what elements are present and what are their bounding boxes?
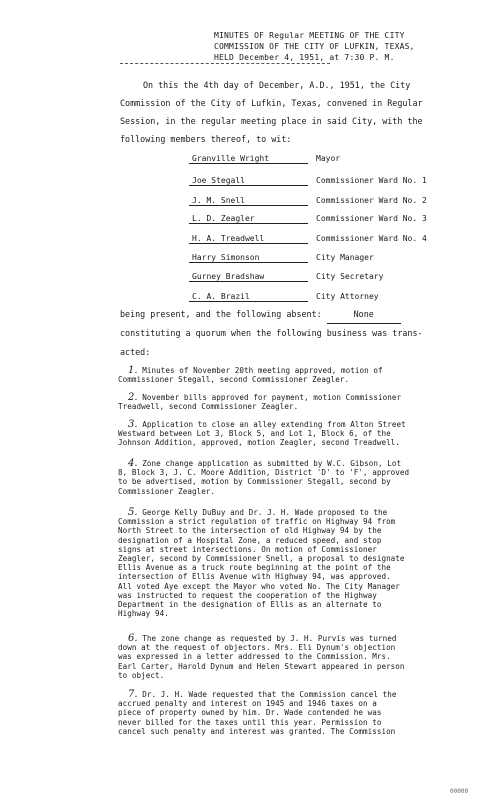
item-line: North Street to the intersection of old Highway 94 by the	[118, 526, 382, 536]
item-line: to be advertised, motion by Commissioner Stegall, second by	[118, 477, 391, 487]
item-line: All voted Aye except the Mayor who voted No. The City Manager	[118, 581, 400, 591]
member-row	[0, 196, 491, 209]
member-row	[0, 292, 491, 305]
member-title: City Secretary	[316, 272, 384, 281]
intro-line-3: Session, in the regular meeting place in said City, with the	[120, 116, 423, 126]
item-line: Minutes of November 20th meeting approved, motion of	[142, 366, 383, 375]
item-line: George Kelly DuBuy and Dr. J. H. Wade proposed to the	[142, 508, 388, 517]
member-name: H. A. Treadwell	[189, 234, 308, 244]
absent-prefix: being present, and the following absent:	[120, 309, 322, 319]
member-row	[0, 253, 491, 266]
minutes-item	[118, 634, 478, 680]
member-title: City Manager	[316, 253, 374, 262]
member-row	[0, 176, 491, 189]
minutes-item	[118, 690, 478, 736]
member-name: Gurney Bradshaw	[189, 272, 308, 282]
item-line: intersection of Ellis Avenue with Highway 94, was approved.	[118, 572, 391, 582]
item-line: to object.	[118, 670, 165, 680]
item-number: 5.	[128, 507, 138, 518]
item-line: Commissioner Stegall, second Commissioner Zeagler.	[118, 375, 350, 385]
item-line: Commission a strict regulation of traffic on Highway 94 from	[118, 517, 396, 527]
minutes-item	[118, 420, 478, 448]
page-stamp: 00000	[450, 788, 469, 795]
item-line: Commissioner Zeagler.	[118, 486, 216, 496]
member-row	[0, 214, 491, 227]
minutes-item	[118, 366, 478, 384]
item-line: Earl Carter, Harold Dynum and Helen Stewart appeared in person	[118, 661, 405, 671]
quorum-line-2: acted:	[120, 347, 151, 357]
member-name: Joe Stegall	[189, 176, 308, 186]
item-line: 8, Block 3, J. C. Moore Addition, District 'D' to 'F', approved	[118, 468, 410, 478]
quorum-line-1: constituting a quorum when the following business was trans-	[120, 328, 423, 338]
member-row	[0, 272, 491, 285]
minutes-item	[118, 459, 478, 496]
member-row	[0, 154, 491, 167]
member-name: C. A. Brazil	[189, 292, 308, 302]
item-line: Highway 94.	[118, 609, 169, 619]
item-number: 2.	[128, 392, 138, 403]
member-name: Granville Wright	[189, 154, 308, 164]
item-line: Zone change application as submitted by W.C. Gibson, Lot	[142, 459, 402, 468]
item-number: 6.	[128, 633, 138, 644]
intro-line-1: On this the 4th day of December, A.D., 1951, the City	[143, 80, 411, 90]
item-line: accrued penalty and interest on 1945 and 1946 taxes on a	[118, 699, 377, 709]
intro-line-4: following members thereof, to wit:	[120, 134, 292, 144]
absent-line	[120, 306, 401, 324]
header-line-1: MINUTES OF Regular MEETING OF THE CITY	[214, 31, 405, 40]
item-line: Zeagler, second by Commissioner Snell, a proposal to designate	[118, 554, 405, 564]
item-line: Westward between Lot 3, Block 5, and Lot 1, Block 6, of the	[118, 429, 391, 439]
item-line: was instructed to request the cooperation of the Highway	[118, 590, 377, 600]
item-line: designation of a Hospital Zone, a reduced speed, and stop	[118, 535, 382, 545]
member-row	[0, 234, 491, 247]
item-number: 7.	[128, 689, 138, 700]
member-title: City Attorney	[316, 292, 379, 301]
member-title: Commissioner Ward No. 3	[316, 214, 427, 223]
item-line: November bills approved for payment, motion Commissioner	[142, 393, 402, 402]
item-number: 1.	[128, 365, 138, 376]
item-line: signs at street intersections. On motion of Commissioner	[118, 544, 377, 554]
member-name: Harry Simonson	[189, 253, 308, 263]
item-line: Johnson Addition, approved, motion Zeagler, second Treadwell.	[118, 438, 400, 448]
intro-line-2: Commission of the City of Lufkin, Texas, convened in Regular	[120, 98, 423, 108]
item-line: cancel such penalty and interest was granted. The Commission	[118, 726, 396, 736]
item-line: Application to close an alley extending from Alton Street	[142, 420, 406, 429]
member-title: Commissioner Ward No. 2	[316, 196, 427, 205]
item-line: Department in the designation of Ellis as an alternate to	[118, 600, 382, 610]
member-title: Mayor	[316, 154, 341, 163]
item-line: piece of property owned by him. Dr. Wade contended he was	[118, 708, 382, 718]
item-line: down at the request of objectors. Mrs. Eli Dynum's objection	[118, 643, 396, 653]
item-line: never billed for the taxes until this year. Permission to	[118, 717, 382, 727]
absent-value: None	[327, 306, 401, 324]
minutes-item	[118, 393, 478, 411]
header-line-2: COMMISSION OF THE CITY OF LUFKIN, TEXAS,	[214, 42, 415, 51]
member-title: Commissioner Ward No. 1	[316, 176, 427, 185]
item-line: was expressed in a letter addressed to the Commission. Mrs.	[118, 652, 391, 662]
item-line: Treadwell, second Commissioner Zeagler.	[118, 402, 299, 412]
item-line: The zone change as requested by J. H. Purvis was turned	[142, 634, 397, 643]
minutes-item	[118, 508, 478, 618]
member-name: J. M. Snell	[189, 196, 308, 206]
header-line-3: HELD December 4, 1951, at 7:30 P. M.	[214, 53, 395, 62]
header-divider	[120, 63, 330, 64]
item-line: Ellis Avenue as a truck route beginning at the point of the	[118, 563, 391, 573]
member-title: Commissioner Ward No. 4	[316, 234, 427, 243]
item-number: 3.	[128, 419, 138, 430]
item-number: 4.	[128, 458, 138, 469]
item-line: Dr. J. H. Wade requested that the Commission cancel the	[142, 690, 397, 699]
member-name: L. D. Zeagler	[189, 214, 308, 224]
